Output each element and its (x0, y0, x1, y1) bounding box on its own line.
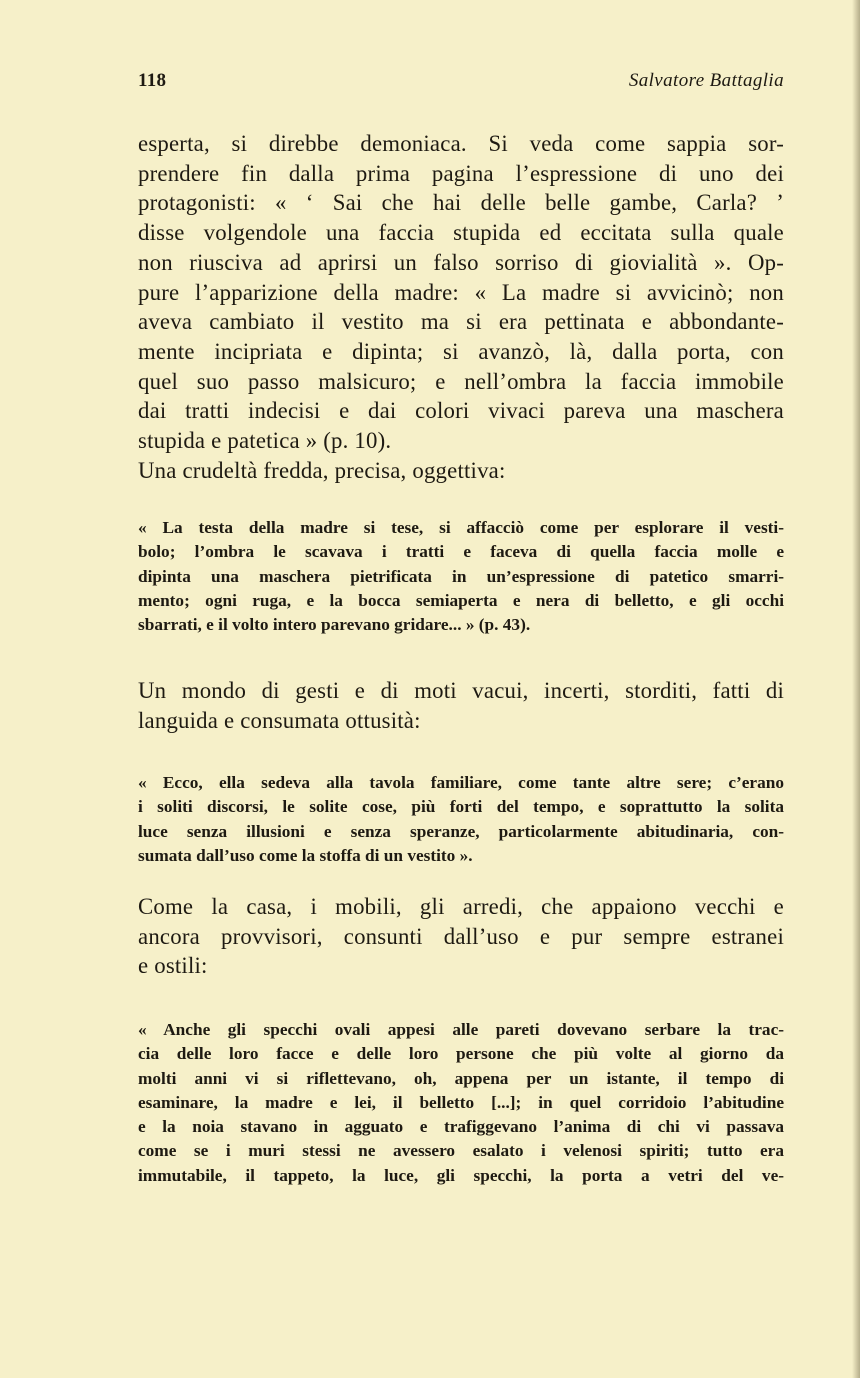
running-head-author: Salvatore Battaglia (628, 70, 784, 91)
text-line: disse volgendole una faccia stupida ed eccitata sulla quale (138, 220, 784, 246)
quote-line: dipinta una maschera pietrificata in un’espressione di patetico smarri- (138, 566, 784, 586)
quote-line: cia delle loro facce e delle loro persone che più volte al giorno da (138, 1044, 784, 1064)
quote-line: i soliti discorsi, le solite cose, più forti del tempo, e soprattutto la solita (138, 797, 784, 817)
quote-line: molti anni vi si riflettevano, oh, appena per un istante, il tempo di (138, 1068, 784, 1088)
quote-line: « Anche gli specchi ovali appesi alle pareti dovevano serbare la trac- (138, 1020, 784, 1039)
quote-line: immutabile, il tappeto, la luce, gli specchi, la porta a vetri del ve- (138, 1165, 784, 1185)
quote-line: « Ecco, ella sedeva alla tavola familiare, come tante altre sere; c’erano (138, 773, 784, 792)
body-paragraph-3 (138, 892, 784, 981)
text-line: pure l’apparizione della madre: « La madre si avvicinò; non (138, 279, 784, 305)
quote-line: esaminare, la madre e lei, il belletto [...]; in quel corridoio l’abitudine (138, 1092, 784, 1112)
text-line: Un mondo di gesti e di moti vacui, incerti, storditi, fatti di (138, 678, 784, 703)
text-line: ancora provvisori, consunti dall’uso e pur sempre estranei (138, 923, 784, 949)
quote-line: come se i muri stessi ne avessero esalato i velenosi spiriti; tutto era (138, 1141, 784, 1161)
text-line: non riusciva ad aprirsi un falso sorriso di giovialità ». Op- (138, 249, 784, 275)
text-line: mente incipriata e dipinta; si avanzò, là, dalla porta, con (138, 338, 784, 364)
block-quote-3 (138, 1018, 784, 1188)
quote-line: bolo; l’ombra le scavava i tratti e faceva di quella faccia molle e (138, 542, 784, 562)
text-line: aveva cambiato il vestito ma si era pettinata e abbondante- (138, 309, 784, 335)
quote-line: luce senza illusioni e senza speranze, particolarmente abitudinaria, con- (138, 821, 784, 841)
body-paragraph-2 (138, 676, 784, 735)
quote-line: sbarrati, e il volto intero parevano gridare... » (p. 43). (138, 615, 531, 635)
page-header (138, 70, 784, 96)
quote-line: « La testa della madre si tese, si affacciò come per esplorare il vesti- (138, 518, 784, 537)
body-paragraph-1 (138, 129, 784, 485)
text-line: Una crudeltà fredda, precisa, oggettiva: (138, 457, 506, 483)
quote-line: sumata dall’uso come la stoffa di un vestito ». (138, 845, 473, 865)
text-line: languida e consumata ottusità: (138, 707, 421, 733)
text-line: Come la casa, i mobili, gli arredi, che appaiono vecchi e (138, 894, 784, 919)
text-line: dai tratti indecisi e dai colori vivaci pareva una maschera (138, 398, 784, 424)
page-edge-shadow (852, 0, 860, 1378)
block-quote-1 (138, 516, 784, 637)
text-line: stupida e patetica » (p. 10). (138, 428, 392, 454)
text-line: e ostili: (138, 953, 208, 979)
text-line: quel suo passo malsicuro; e nell’ombra la faccia immobile (138, 368, 784, 394)
block-quote-2 (138, 771, 784, 868)
quote-line: e la noia stavano in agguato e trafiggevano l’anima di chi vi passava (138, 1117, 784, 1137)
text-line: protagonisti: « ‘ Sai che hai delle belle gambe, Carla? ’ (138, 190, 784, 216)
text-line: esperta, si direbbe demoniaca. Si veda come sappia sor- (138, 131, 784, 156)
text-line: prendere fin dalla prima pagina l’espressione di uno dei (138, 160, 784, 186)
page-number: 118 (138, 70, 167, 91)
quote-line: mento; ogni ruga, e la bocca semiaperta e nera di belletto, e gli occhi (138, 590, 784, 610)
